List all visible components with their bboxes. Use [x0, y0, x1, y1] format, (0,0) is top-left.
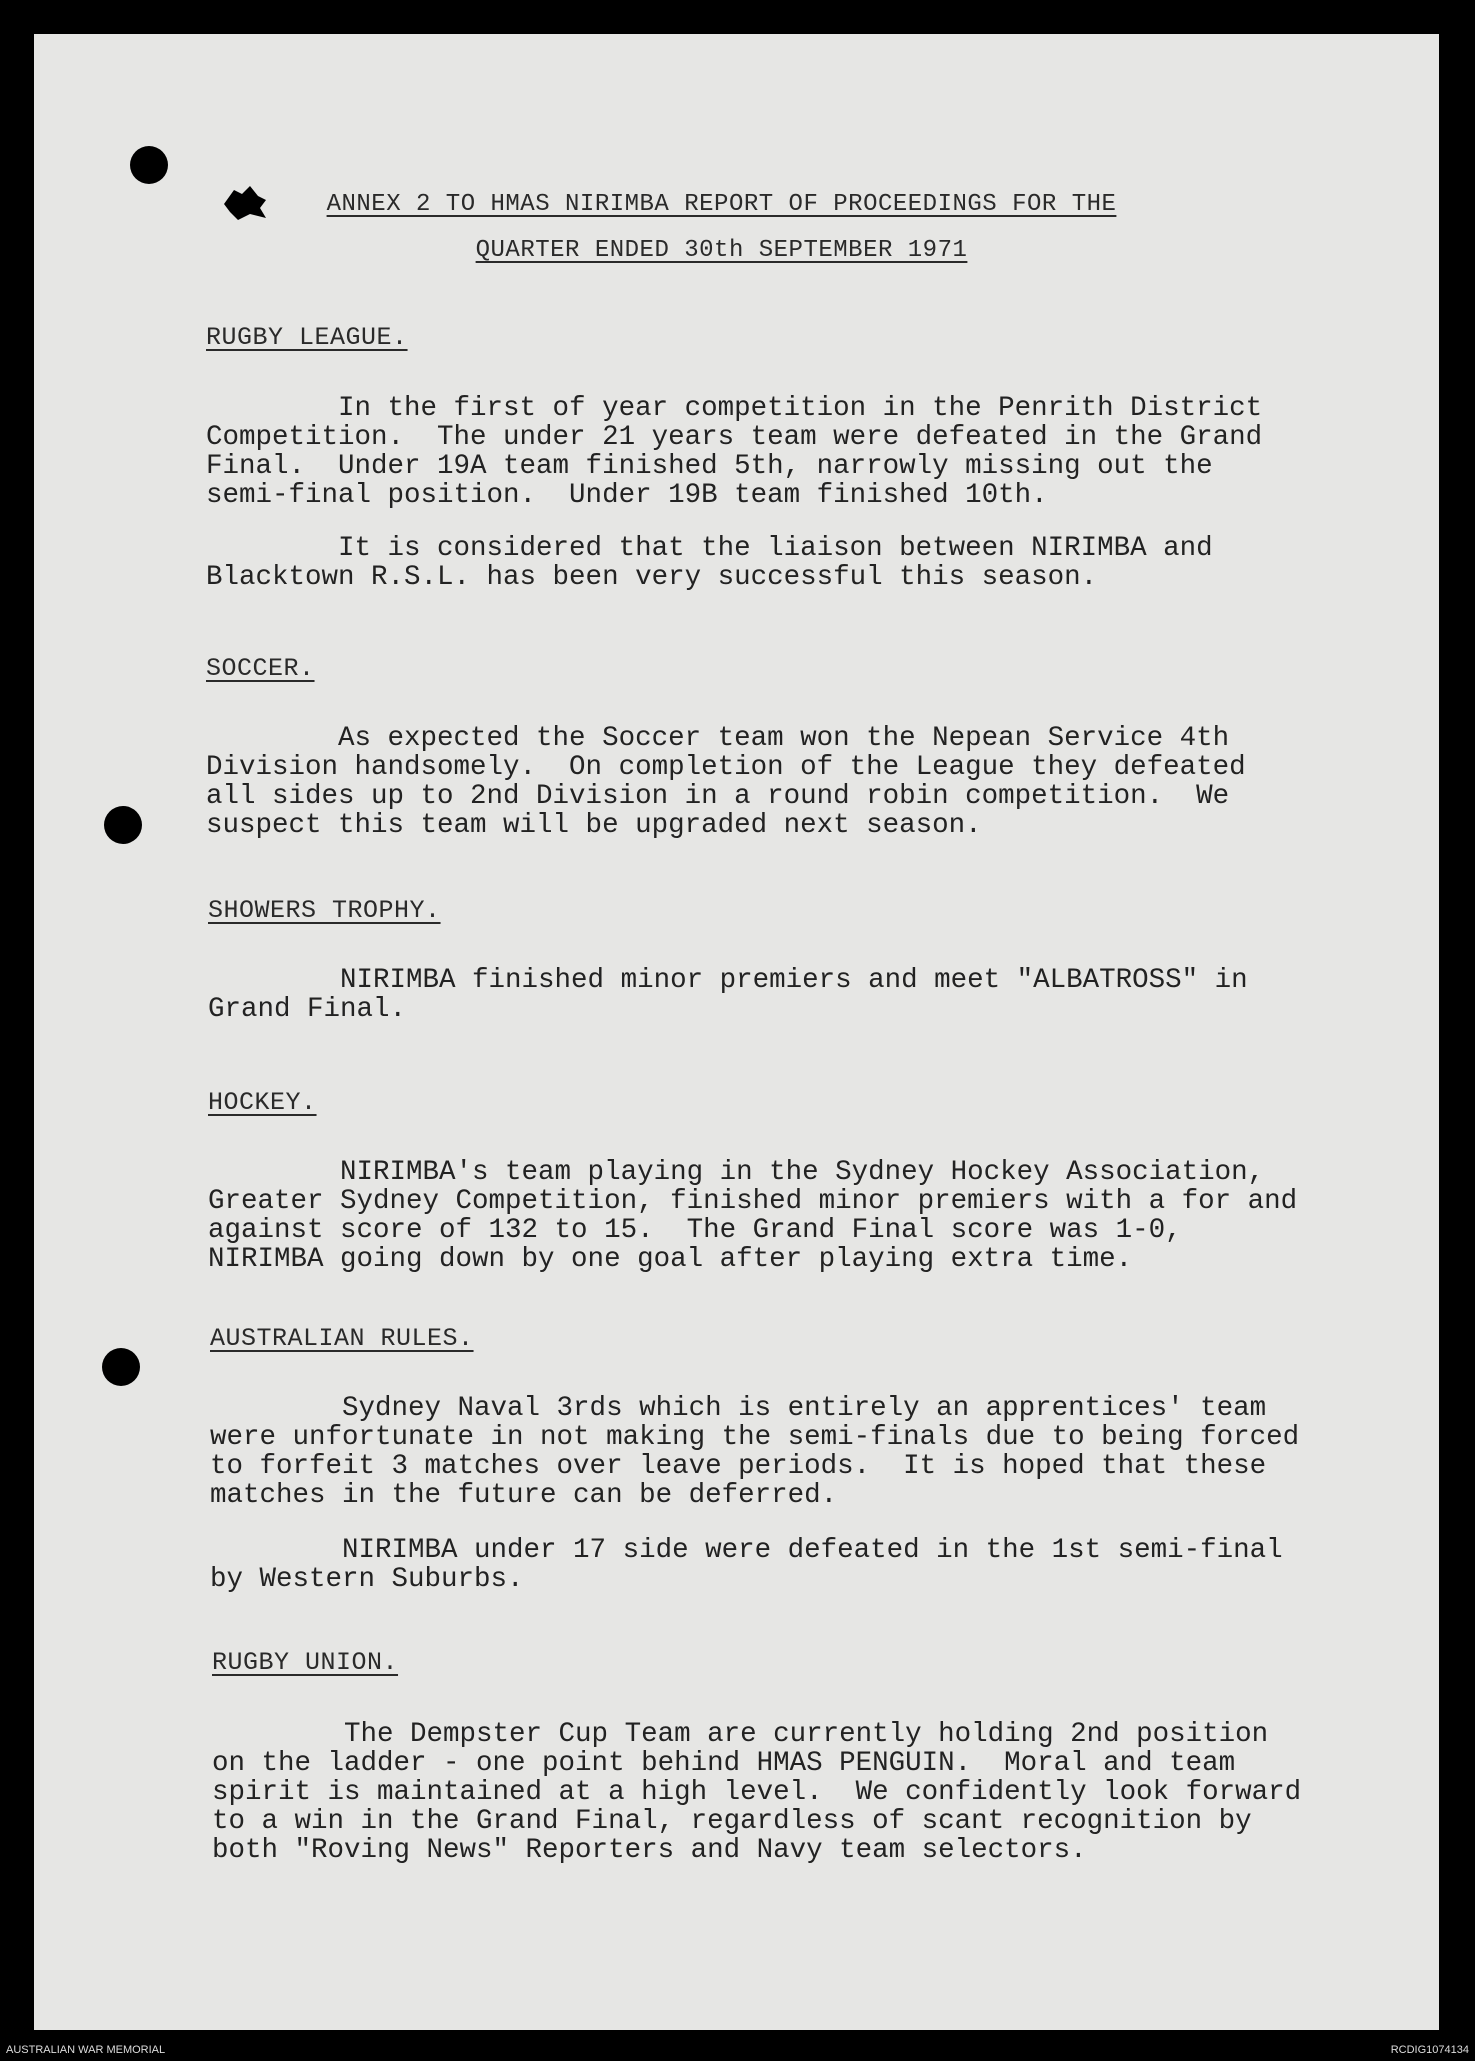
- paragraph: As expected the Soccer team won the Nepean Service 4th Division handsomely. On completion of the League they defeated all sides up to 2nd Division in a round robin competition. We suspect this team will be upgraded next season.: [206, 723, 1246, 841]
- paragraph: In the first of year competition in the Penrith District Competition. The under 21 years team were defeated in the Grand Final. Under 19A team finished 5th, narrowly missing out the semi-final position. Under 19B team finished 10th.: [206, 393, 1263, 511]
- punch-hole: [102, 1348, 140, 1386]
- paragraph: The Dempster Cup Team are currently holding 2nd position on the ladder - one point behind HMAS PENGUIN. Moral and team spirit is maintained at a high level. We confidently look forward to a win in the Grand Final, regardless of scant recognition by both "Roving News" Reporters and Navy team selectors.: [212, 1719, 1302, 1866]
- paragraph: NIRIMBA finished minor premiers and meet "ALBATROSS" in Grand Final.: [208, 965, 1248, 1025]
- document-page: [34, 34, 1439, 2030]
- document-title-line-2: QUARTER ENDED 30th SEPTEMBER 1971: [475, 237, 968, 264]
- paragraph: NIRIMBA under 17 side were defeated in the 1st semi-final by Western Suburbs.: [210, 1535, 1283, 1595]
- document-title-line-1: ANNEX 2 TO HMAS NIRIMBA REPORT OF PROCEEDINGS FOR THE: [326, 191, 1117, 218]
- paragraph: It is considered that the liaison between NIRIMBA and Blacktown R.S.L. has been very successful this season.: [206, 533, 1213, 593]
- section-heading-hockey: HOCKEY.: [208, 1088, 317, 1117]
- footer-reference: RCDIG1074134: [1390, 2044, 1469, 2056]
- section-heading-rugby-league: RUGBY LEAGUE.: [206, 323, 408, 352]
- section-heading-rugby-union: RUGBY UNION.: [212, 1648, 399, 1677]
- section-heading-soccer: SOCCER.: [206, 654, 315, 683]
- paragraph: NIRIMBA's team playing in the Sydney Hockey Association, Greater Sydney Competition, finished minor premiers with a for and against score of 132 to 15. The Grand Final score was 1-0, NIRIMBA going down by one goal after playing extra time.: [208, 1157, 1298, 1275]
- punch-hole: [104, 806, 142, 844]
- footer-source: AUSTRALIAN WAR MEMORIAL: [6, 2044, 166, 2056]
- punch-hole: [130, 146, 168, 184]
- section-heading-showers-trophy: SHOWERS TROPHY.: [208, 896, 441, 925]
- paragraph: Sydney Naval 3rds which is entirely an apprentices' team were unfortunate in not making the semi-finals due to being forced to forfeit 3 matches over leave periods. It is hoped that these matches in the future can be deferred.: [210, 1393, 1300, 1511]
- section-heading-australian-rules: AUSTRALIAN RULES.: [210, 1324, 474, 1353]
